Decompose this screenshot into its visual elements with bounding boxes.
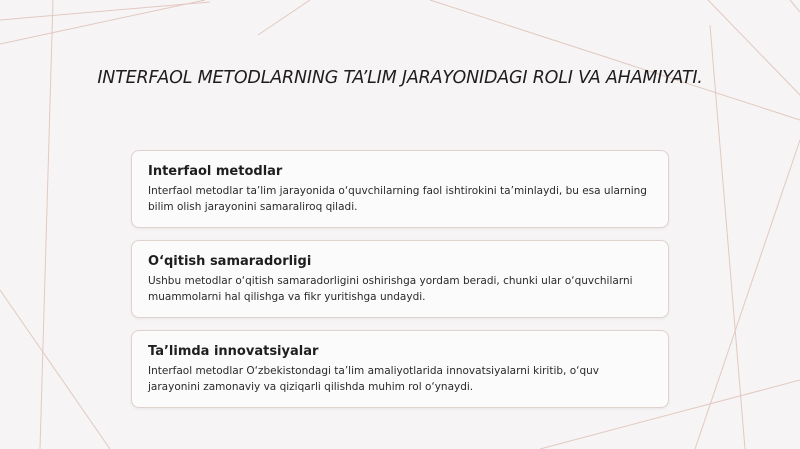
card-heading: O‘qitish samaradorligi	[148, 254, 312, 269]
card-text: Interfaol metodlar O‘zbekistondagi ta’lim amaliyotlarida innovatsiyalarni kiritib, o‘quv jarayonini zamonaviy va qiziqarli qilishda muhim rol o‘ynaydi.	[148, 365, 600, 393]
card-oqitish-samaradorligi	[131, 240, 669, 318]
card-text: Ushbu metodlar o‘qitish samaradorligini oshirishga yordam beradi, chunki ular o‘quvchilarni muammolarni hal qilishga va fikr yuritishga undaydi.	[148, 275, 633, 303]
card-heading: Interfaol metodlar	[148, 164, 283, 179]
card-heading: Ta’limda innovatsiyalar	[148, 344, 319, 359]
card-text: Interfaol metodlar ta’lim jarayonida o‘quvchilarning faol ishtirokini ta’minlaydi, bu esa ularning bilim olish jarayonini samaraliroq qiladi.	[148, 185, 647, 213]
card-talimda-innovatsiyalar	[131, 330, 669, 408]
slide-title: INTERFAOL METODLARNING TA’LIM JARAYONIDAGI ROLI VA AHAMIYATI.	[97, 68, 703, 88]
card-interfaol-metodlar	[131, 150, 669, 228]
